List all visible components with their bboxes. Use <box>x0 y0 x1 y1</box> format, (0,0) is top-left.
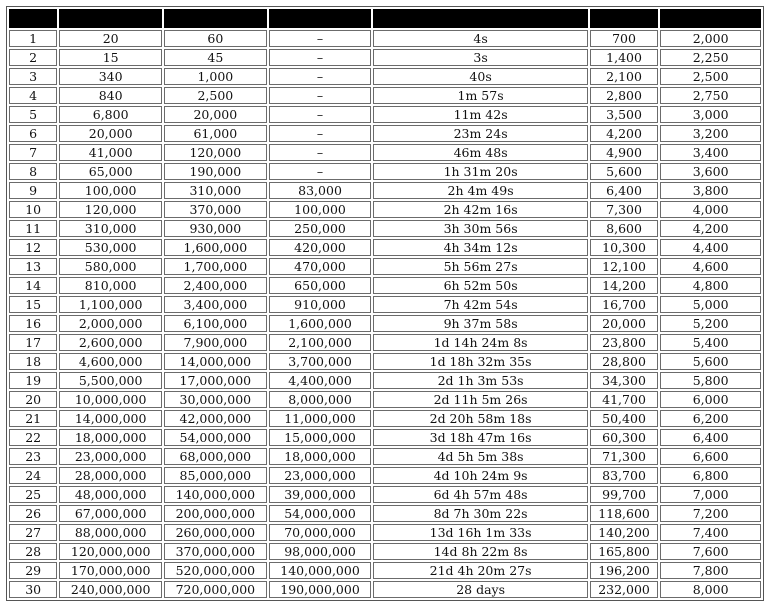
table-cell: 250,000 <box>269 220 372 237</box>
table-cell: 5,200 <box>660 315 761 332</box>
table-cell: 99,700 <box>590 486 658 503</box>
column-header-4 <box>269 9 372 28</box>
table-cell: 9h 37m 58s <box>373 315 587 332</box>
table-cell: 6,600 <box>660 448 761 465</box>
table-row <box>9 543 761 560</box>
table-header <box>9 9 761 28</box>
table-cell: 5h 56m 27s <box>373 258 587 275</box>
table-cell: 21 <box>9 410 57 427</box>
table-row <box>9 353 761 370</box>
column-header-7 <box>660 9 761 28</box>
table-cell: 65,000 <box>59 163 162 180</box>
table-cell: 2,100,000 <box>269 334 372 351</box>
table-cell: 25 <box>9 486 57 503</box>
table-cell: 910,000 <box>269 296 372 313</box>
table-cell: 310,000 <box>164 182 267 199</box>
table-cell: 2d 11h 5m 26s <box>373 391 587 408</box>
table-cell: 27 <box>9 524 57 541</box>
table-cell: 170,000,000 <box>59 562 162 579</box>
table-cell: 3,400 <box>660 144 761 161</box>
table-cell: 13 <box>9 258 57 275</box>
table-cell: 42,000,000 <box>164 410 267 427</box>
table-cell: 3 <box>9 68 57 85</box>
table-cell: 26 <box>9 505 57 522</box>
table-row <box>9 106 761 123</box>
table-cell: 8,000 <box>660 581 761 598</box>
table-cell: 7,200 <box>660 505 761 522</box>
table-cell: 7h 42m 54s <box>373 296 587 313</box>
table-cell: 370,000 <box>164 201 267 218</box>
table-cell: 2 <box>9 49 57 66</box>
table-cell: 7,600 <box>660 543 761 560</box>
table-cell: 4,200 <box>590 125 658 142</box>
table-row <box>9 220 761 237</box>
table-cell: 3,600 <box>660 163 761 180</box>
table-cell: 18,000,000 <box>269 448 372 465</box>
table-cell: – <box>269 30 372 47</box>
table-cell: 23 <box>9 448 57 465</box>
table-cell: 29 <box>9 562 57 579</box>
level-data-table <box>6 6 764 601</box>
table-cell: 4d 10h 24m 9s <box>373 467 587 484</box>
table-cell: 1,400 <box>590 49 658 66</box>
table-cell: 45 <box>164 49 267 66</box>
table-row <box>9 391 761 408</box>
table-cell: 6,200 <box>660 410 761 427</box>
table-cell: 23,800 <box>590 334 658 351</box>
table-cell: 4h 34m 12s <box>373 239 587 256</box>
table-row <box>9 505 761 522</box>
column-header-5 <box>373 9 587 28</box>
table-cell: 6 <box>9 125 57 142</box>
table-cell: 5 <box>9 106 57 123</box>
table-cell: 10 <box>9 201 57 218</box>
table-row <box>9 334 761 351</box>
table-cell: 3h 30m 56s <box>373 220 587 237</box>
table-cell: 2,400,000 <box>164 277 267 294</box>
table-cell: 700 <box>590 30 658 47</box>
table-cell: 1,000 <box>164 68 267 85</box>
table-cell: 5,400 <box>660 334 761 351</box>
table-cell: 20,000 <box>590 315 658 332</box>
table-cell: 6,800 <box>59 106 162 123</box>
table-cell: 1h 31m 20s <box>373 163 587 180</box>
table-row <box>9 410 761 427</box>
table-cell: 140,200 <box>590 524 658 541</box>
column-header-1 <box>9 9 57 28</box>
table-row <box>9 239 761 256</box>
table-cell: 7,400 <box>660 524 761 541</box>
table-row <box>9 163 761 180</box>
table-cell: 11,000,000 <box>269 410 372 427</box>
table-row <box>9 581 761 598</box>
table-cell: 1,700,000 <box>164 258 267 275</box>
table-cell: 4,400,000 <box>269 372 372 389</box>
table-cell: 4,900 <box>590 144 658 161</box>
table-cell: 530,000 <box>59 239 162 256</box>
table-row <box>9 372 761 389</box>
table-cell: 7 <box>9 144 57 161</box>
table-cell: 1,100,000 <box>59 296 162 313</box>
table-cell: 61,000 <box>164 125 267 142</box>
table-cell: 10,000,000 <box>59 391 162 408</box>
table-cell: – <box>269 144 372 161</box>
table-cell: 2,000 <box>660 30 761 47</box>
table-cell: 340 <box>59 68 162 85</box>
table-cell: 30,000,000 <box>164 391 267 408</box>
table-cell: 70,000,000 <box>269 524 372 541</box>
table-cell: 6h 52m 50s <box>373 277 587 294</box>
table-cell: 28,800 <box>590 353 658 370</box>
table-cell: 140,000,000 <box>164 486 267 503</box>
table-cell: 1d 18h 32m 35s <box>373 353 587 370</box>
table-cell: 17 <box>9 334 57 351</box>
table-cell: 190,000 <box>164 163 267 180</box>
table-cell: 4,600 <box>660 258 761 275</box>
table-cell: 2h 4m 49s <box>373 182 587 199</box>
table-cell: 7,000 <box>660 486 761 503</box>
table-cell: 118,600 <box>590 505 658 522</box>
table-cell: 50,400 <box>590 410 658 427</box>
table-cell: 34,300 <box>590 372 658 389</box>
table-cell: 6,100,000 <box>164 315 267 332</box>
table-cell: 17,000,000 <box>164 372 267 389</box>
table-cell: 12 <box>9 239 57 256</box>
table-cell: 2,100 <box>590 68 658 85</box>
table-cell: 1,600,000 <box>164 239 267 256</box>
table-cell: 16,700 <box>590 296 658 313</box>
table-cell: 5,600 <box>660 353 761 370</box>
table-cell: 13d 16h 1m 33s <box>373 524 587 541</box>
table-row <box>9 429 761 446</box>
table-row <box>9 486 761 503</box>
table-cell: 100,000 <box>59 182 162 199</box>
table-cell: 23,000,000 <box>59 448 162 465</box>
table-cell: 28,000,000 <box>59 467 162 484</box>
table-row <box>9 49 761 66</box>
table-row <box>9 562 761 579</box>
table-cell: 5,800 <box>660 372 761 389</box>
table-cell: 4,200 <box>660 220 761 237</box>
table-cell: 14 <box>9 277 57 294</box>
column-header-3 <box>164 9 267 28</box>
table-cell: 54,000,000 <box>269 505 372 522</box>
table-cell: 120,000,000 <box>59 543 162 560</box>
table-cell: 28 <box>9 543 57 560</box>
table-cell: 6,400 <box>660 429 761 446</box>
table-cell: 41,700 <box>590 391 658 408</box>
table-cell: 11m 42s <box>373 106 587 123</box>
table-cell: 8 <box>9 163 57 180</box>
table-cell: 4,000 <box>660 201 761 218</box>
table-cell: 18,000,000 <box>59 429 162 446</box>
table-cell: 190,000,000 <box>269 581 372 598</box>
table-cell: 6,000 <box>660 391 761 408</box>
table-body <box>9 30 761 598</box>
table-cell: 260,000,000 <box>164 524 267 541</box>
table-cell: 200,000,000 <box>164 505 267 522</box>
table-cell: 8,000,000 <box>269 391 372 408</box>
table-cell: 2,500 <box>660 68 761 85</box>
table-cell: – <box>269 106 372 123</box>
table-cell: 12,100 <box>590 258 658 275</box>
table-cell: 10,300 <box>590 239 658 256</box>
table-cell: 54,000,000 <box>164 429 267 446</box>
table-cell: 1 <box>9 30 57 47</box>
table-cell: 83,700 <box>590 467 658 484</box>
table-cell: 4 <box>9 87 57 104</box>
table-cell: 20 <box>9 391 57 408</box>
table-cell: – <box>269 49 372 66</box>
table-cell: 3,800 <box>660 182 761 199</box>
table-cell: 720,000,000 <box>164 581 267 598</box>
table-cell: 9 <box>9 182 57 199</box>
table-cell: 2,600,000 <box>59 334 162 351</box>
table-cell: 14,200 <box>590 277 658 294</box>
table-row <box>9 315 761 332</box>
table-cell: 15 <box>9 296 57 313</box>
table-cell: 3,500 <box>590 106 658 123</box>
table-cell: 4d 5h 5m 38s <box>373 448 587 465</box>
table-cell: – <box>269 125 372 142</box>
table-cell: 100,000 <box>269 201 372 218</box>
table-cell: 6,400 <box>590 182 658 199</box>
column-header-6 <box>590 9 658 28</box>
table-cell: 30 <box>9 581 57 598</box>
table-cell: 2h 42m 16s <box>373 201 587 218</box>
table-cell: 2,800 <box>590 87 658 104</box>
table-row <box>9 467 761 484</box>
column-header-2 <box>59 9 162 28</box>
table-cell: 18 <box>9 353 57 370</box>
header-row <box>9 9 761 28</box>
table-cell: 83,000 <box>269 182 372 199</box>
table-cell: 3s <box>373 49 587 66</box>
table-cell: 240,000,000 <box>59 581 162 598</box>
table-cell: 810,000 <box>59 277 162 294</box>
table-cell: 20 <box>59 30 162 47</box>
table-cell: 14d 8h 22m 8s <box>373 543 587 560</box>
table-cell: – <box>269 87 372 104</box>
table-row <box>9 182 761 199</box>
table-cell: 2,750 <box>660 87 761 104</box>
table-cell: 28 days <box>373 581 587 598</box>
table-cell: 21d 4h 20m 27s <box>373 562 587 579</box>
table-cell: 520,000,000 <box>164 562 267 579</box>
table-cell: 2d 1h 3m 53s <box>373 372 587 389</box>
table-cell: 5,000 <box>660 296 761 313</box>
table-cell: 4,400 <box>660 239 761 256</box>
table-cell: 98,000,000 <box>269 543 372 560</box>
table-cell: 4,600,000 <box>59 353 162 370</box>
table-cell: 420,000 <box>269 239 372 256</box>
table-cell: 20,000 <box>164 106 267 123</box>
table-cell: 165,800 <box>590 543 658 560</box>
table-container <box>6 6 764 601</box>
table-cell: 232,000 <box>590 581 658 598</box>
table-row <box>9 30 761 47</box>
table-cell: 120,000 <box>164 144 267 161</box>
table-cell: 1m 57s <box>373 87 587 104</box>
table-cell: 15 <box>59 49 162 66</box>
table-cell: 3,400,000 <box>164 296 267 313</box>
table-cell: 20,000 <box>59 125 162 142</box>
table-cell: 3,200 <box>660 125 761 142</box>
table-cell: 120,000 <box>59 201 162 218</box>
table-cell: 23m 24s <box>373 125 587 142</box>
table-cell: 1,600,000 <box>269 315 372 332</box>
table-cell: 39,000,000 <box>269 486 372 503</box>
table-cell: 40s <box>373 68 587 85</box>
table-cell: 19 <box>9 372 57 389</box>
table-cell: 2,500 <box>164 87 267 104</box>
table-cell: 1d 14h 24m 8s <box>373 334 587 351</box>
table-cell: 140,000,000 <box>269 562 372 579</box>
table-row <box>9 448 761 465</box>
table-cell: 6d 4h 57m 48s <box>373 486 587 503</box>
table-cell: 370,000,000 <box>164 543 267 560</box>
table-cell: 46m 48s <box>373 144 587 161</box>
table-cell: 7,900,000 <box>164 334 267 351</box>
table-cell: 310,000 <box>59 220 162 237</box>
table-cell: 60,300 <box>590 429 658 446</box>
table-cell: 650,000 <box>269 277 372 294</box>
table-cell: 8,600 <box>590 220 658 237</box>
table-cell: 68,000,000 <box>164 448 267 465</box>
table-row <box>9 277 761 294</box>
table-cell: 2,250 <box>660 49 761 66</box>
table-cell: 580,000 <box>59 258 162 275</box>
table-cell: 2,000,000 <box>59 315 162 332</box>
table-cell: 4,800 <box>660 277 761 294</box>
table-cell: 2d 20h 58m 18s <box>373 410 587 427</box>
table-cell: 41,000 <box>59 144 162 161</box>
table-cell: 470,000 <box>269 258 372 275</box>
table-row <box>9 125 761 142</box>
table-cell: 22 <box>9 429 57 446</box>
table-cell: 15,000,000 <box>269 429 372 446</box>
table-cell: 14,000,000 <box>59 410 162 427</box>
table-cell: 3d 18h 47m 16s <box>373 429 587 446</box>
table-cell: 85,000,000 <box>164 467 267 484</box>
table-cell: 4s <box>373 30 587 47</box>
table-cell: 71,300 <box>590 448 658 465</box>
table-cell: 7,800 <box>660 562 761 579</box>
table-cell: 7,300 <box>590 201 658 218</box>
table-cell: 24 <box>9 467 57 484</box>
table-row <box>9 524 761 541</box>
table-cell: 88,000,000 <box>59 524 162 541</box>
table-cell: 14,000,000 <box>164 353 267 370</box>
table-cell: 930,000 <box>164 220 267 237</box>
table-cell: 6,800 <box>660 467 761 484</box>
table-cell: 48,000,000 <box>59 486 162 503</box>
table-cell: 67,000,000 <box>59 505 162 522</box>
table-row <box>9 201 761 218</box>
table-cell: 11 <box>9 220 57 237</box>
table-cell: – <box>269 68 372 85</box>
table-row <box>9 144 761 161</box>
table-cell: – <box>269 163 372 180</box>
table-cell: 3,700,000 <box>269 353 372 370</box>
table-row <box>9 258 761 275</box>
table-cell: 16 <box>9 315 57 332</box>
table-cell: 60 <box>164 30 267 47</box>
table-row <box>9 68 761 85</box>
table-cell: 3,000 <box>660 106 761 123</box>
table-cell: 840 <box>59 87 162 104</box>
table-cell: 5,600 <box>590 163 658 180</box>
table-row <box>9 87 761 104</box>
table-row <box>9 296 761 313</box>
table-cell: 23,000,000 <box>269 467 372 484</box>
table-cell: 5,500,000 <box>59 372 162 389</box>
table-cell: 8d 7h 30m 22s <box>373 505 587 522</box>
table-cell: 196,200 <box>590 562 658 579</box>
